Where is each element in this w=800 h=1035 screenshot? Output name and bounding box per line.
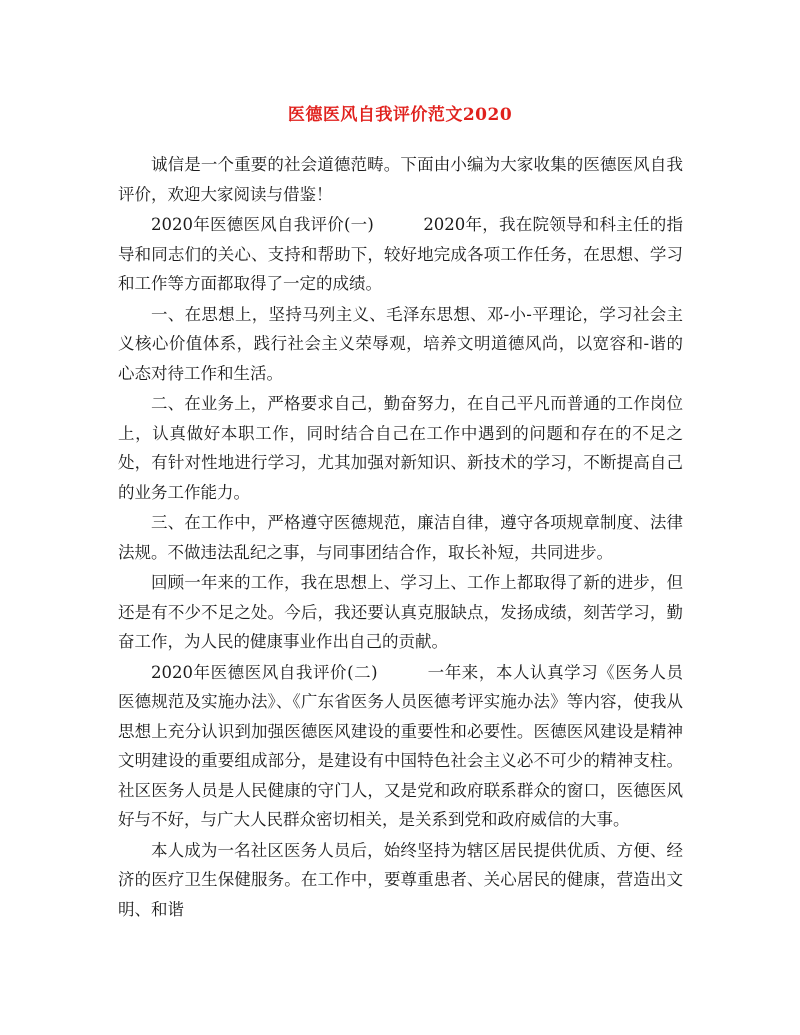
paragraph-text: 诚信是一个重要的社会道德范畴。下面由小编为大家收集的医德医风自我评价，欢迎大家阅读与借鉴！ bbox=[118, 155, 683, 204]
section-heading: 2020年医德医风自我评价(一) bbox=[151, 215, 374, 234]
paragraph-text: 一、在思想上，坚持马列主义、毛泽东思想、邓-小-平理论，学习社会主义核心价值体系，践行社会主义荣辱观，培养文明道德风尚，以宽容和-谐的心态对待工作和生活。 bbox=[118, 304, 683, 383]
document-title: 医德医风自我评价范文2020 bbox=[287, 105, 513, 125]
section-heading: 2020年医德医风自我评价(二) bbox=[151, 662, 378, 682]
paragraph-text: 2020年，我在院领导和科主任的指导和同志们的关心、支持和帮助下，较好地完成各项工作任务，在思想、学习和工作等方面都取得了一定的成绩。 bbox=[118, 215, 683, 293]
paragraph-community bbox=[118, 836, 683, 925]
paragraph-intro bbox=[118, 150, 683, 209]
paragraph-business bbox=[118, 389, 683, 507]
paragraph-text: 回顾一年来的工作，我在思想上、学习上、工作上都取得了新的进步，但还是有不少不足之处。今后，我还要认真克服缺点，发扬成绩，刻苦学习，勤奋工作，为人民的健康事业作出自己的贡献。 bbox=[118, 573, 683, 651]
paragraph-section-one bbox=[118, 210, 683, 299]
paragraph-text: 三、在工作中，严格遵守医德规范，廉洁自律，遵守各项规章制度、法律法规。不做违法乱纪之事，与同事团结合作，取长补短，共同进步。 bbox=[118, 513, 683, 562]
paragraph-thought bbox=[118, 300, 683, 389]
paragraph-text: 二、在业务上，严格要求自己，勤奋努力，在自己平凡而普通的工作岗位上，认真做好本职工作，同时结合自己在工作中遇到的问题和存在的不足之处，有针对性地进行学习，尤其加强对新知识、新技术的学习，不断提高自己的业务工作能力。 bbox=[118, 394, 683, 502]
paragraph-text: 一年来，本人认真学习《医务人员医德规范及实施办法》、《广东省医务人员医德考评实施办法》等内容，使我从思想上充分认识到加强医德医风建设的重要性和必要性。医德医风建设是精神文明建设的重要组成部分，是建设有中国特色社会主义必不可少的精神支柱。社区医务人员是人民健康的守门人，又是党和政府联系群众的窗口，医德医风好与不好，与广大人民群众密切相关，是关系到党和政府威信的大事。 bbox=[118, 662, 683, 829]
paragraph-work bbox=[118, 508, 683, 567]
paragraph-section-two bbox=[118, 658, 683, 835]
paragraph-review bbox=[118, 568, 683, 657]
document-body bbox=[118, 150, 683, 925]
paragraph-text: 本人成为一名社区医务人员后，始终坚持为辖区居民提供优质、方便、经济的医疗卫生保健服务。在工作中，要尊重患者、关心居民的健康，营造出文明、和谐 bbox=[118, 840, 683, 919]
